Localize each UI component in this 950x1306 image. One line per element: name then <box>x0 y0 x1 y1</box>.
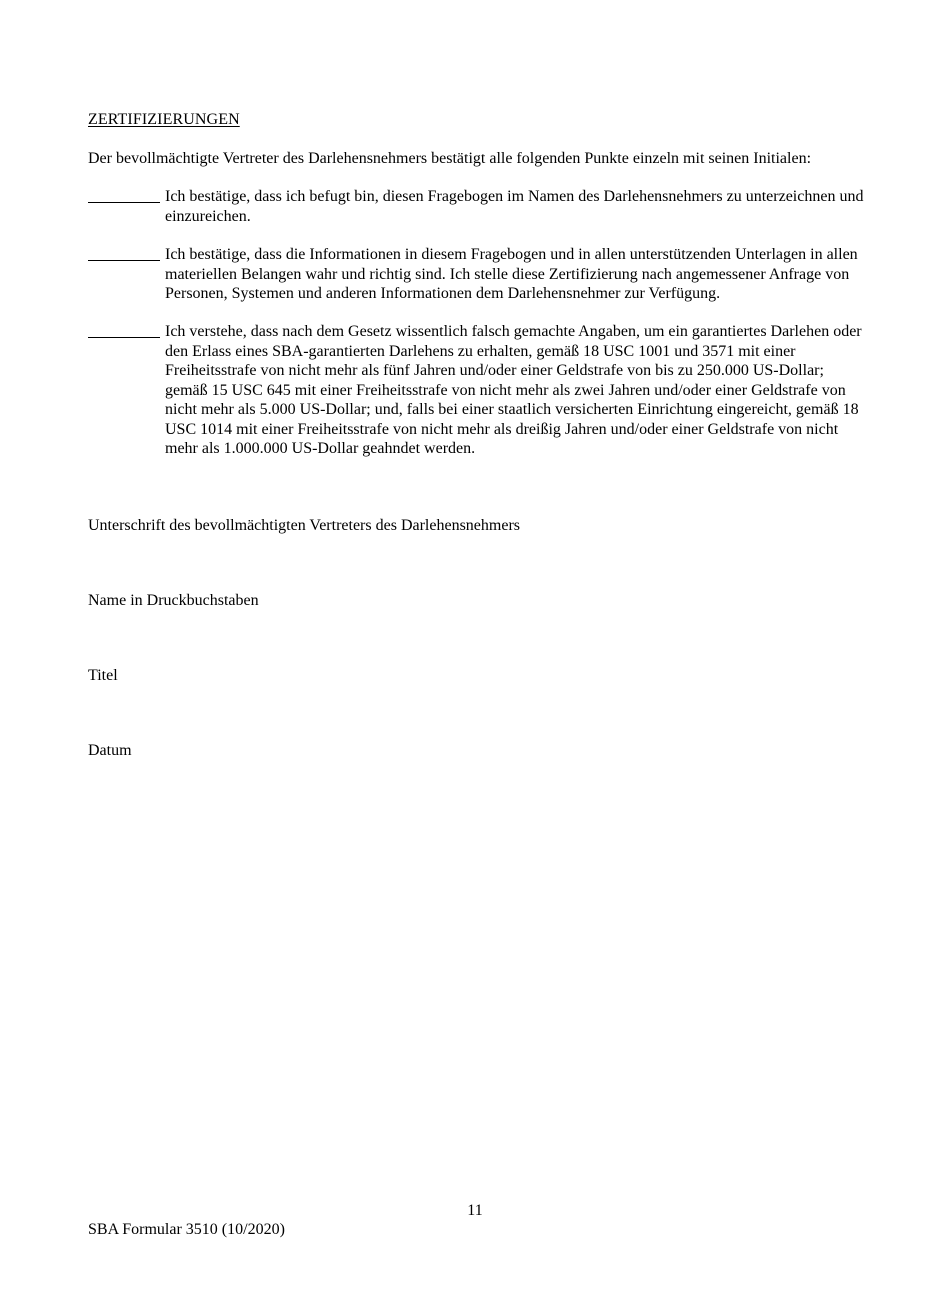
page-number: 11 <box>467 1202 483 1219</box>
signature-label: Unterschrift des bevollmächtigten Vertreters des Darlehensnehmers <box>88 517 520 534</box>
printed-name-label: Name in Druckbuchstaben <box>88 592 259 609</box>
initials-blank[interactable] <box>88 245 160 261</box>
certification-item <box>88 187 868 226</box>
intro-paragraph: Der bevollmächtigte Vertreter des Darlehensnehmers bestätigt alle folgenden Punkte einzeln mit seinen Initialen: <box>88 150 812 167</box>
date-label: Datum <box>88 742 132 759</box>
title-label: Titel <box>88 667 118 684</box>
certification-item <box>88 245 868 304</box>
section-heading: ZERTIFIZIERUNGEN <box>88 111 240 128</box>
certification-text: Ich bestätige, dass ich befugt bin, diesen Fragebogen im Namen des Darlehensnehmers zu unterzeichnen und einzureichen. <box>165 188 864 225</box>
certification-item <box>88 322 868 459</box>
initials-blank[interactable] <box>88 322 160 338</box>
form-identifier: SBA Formular 3510 (10/2020) <box>88 1221 285 1238</box>
certification-text: Ich bestätige, dass die Informationen in diesem Fragebogen und in allen unterstützenden Unterlagen in allen materiellen Belangen wahr und richtig sind. Ich stelle diese Zertifizierung nach angemessener Anfrage von Personen, Systemen und anderen Informationen dem Darlehensnehmer zur Verfügung. <box>165 246 858 302</box>
initials-blank[interactable] <box>88 187 160 203</box>
certification-text: Ich verstehe, dass nach dem Gesetz wissentlich falsch gemachte Angaben, um ein garantiertes Darlehen oder den Erlass eines SBA-garantierten Darlehens zu erhalten, gemäß 18 USC 1001 und 3571 mit einer Freiheitsstrafe von nicht mehr als fünf Jahren und/oder einer Geldstrafe von bis zu 250.000 US-Dollar; gemäß 15 USC 645 mit einer Freiheitsstrafe von nicht mehr als zwei Jahren und/oder einer Geldstrafe von nicht mehr als 5.000 US-Dollar; und, falls bei einer staatlich versicherten Einrichtung eingereicht, gemäß 18 USC 1014 mit einer Freiheitsstrafe von nicht mehr als dreißig Jahren und/oder einer Geldstrafe von nicht mehr als 1.000.000 US-Dollar geahndet werden. <box>165 323 862 457</box>
